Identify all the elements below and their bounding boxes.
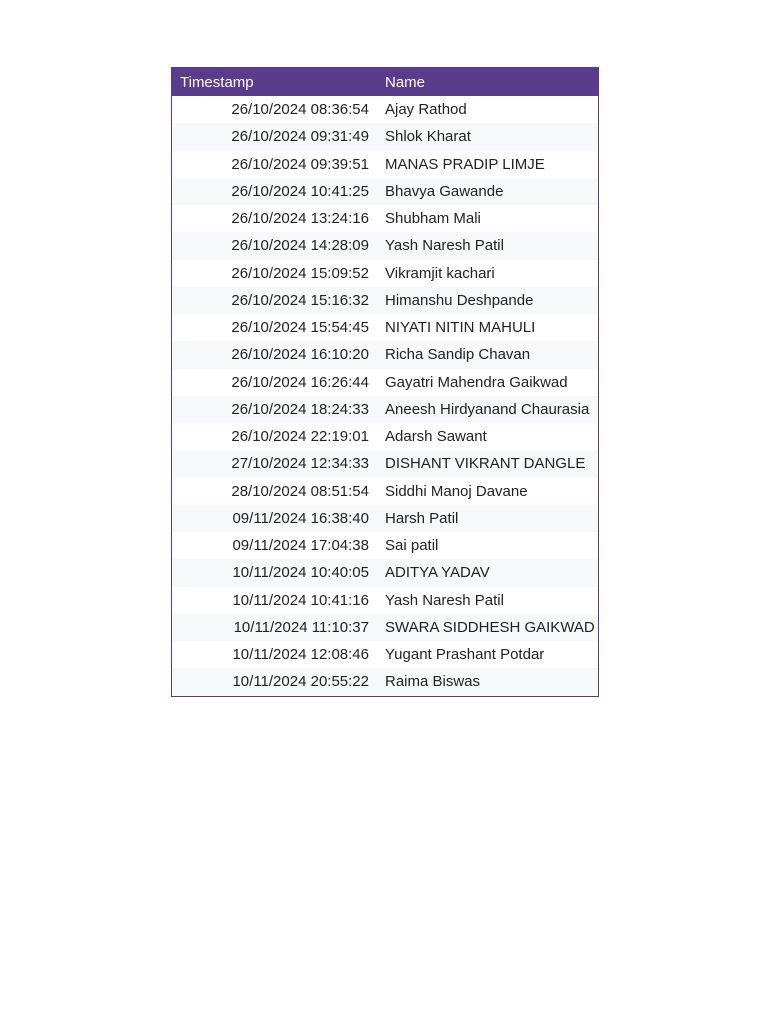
- table-row: [172, 314, 598, 341]
- timestamp-cell: 27/10/2024 12:34:33: [172, 450, 377, 477]
- timestamp-cell: 26/10/2024 10:41:25: [172, 178, 377, 205]
- table-row: [172, 341, 598, 368]
- name-cell: Harsh Patil: [377, 505, 598, 532]
- responses-table: [172, 68, 598, 696]
- table-row: [172, 123, 598, 150]
- timestamp-cell: 28/10/2024 08:51:54: [172, 478, 377, 505]
- name-cell: Raima Biswas: [377, 668, 598, 695]
- name-cell: Siddhi Manoj Davane: [377, 478, 598, 505]
- timestamp-cell: 10/11/2024 20:55:22: [172, 668, 377, 695]
- table-row: [172, 423, 598, 450]
- name-cell: Richa Sandip Chavan: [377, 341, 598, 368]
- table-row: [172, 151, 598, 178]
- timestamp-cell: 26/10/2024 15:54:45: [172, 314, 377, 341]
- name-cell: Shubham Mali: [377, 205, 598, 232]
- table-header: [172, 68, 598, 96]
- name-cell: Adarsh Sawant: [377, 423, 598, 450]
- name-cell: Yugant Prashant Potdar: [377, 641, 598, 668]
- name-cell: ADITYA YADAV: [377, 559, 598, 586]
- column-header-name: Name: [377, 68, 598, 96]
- column-header-timestamp: Timestamp: [172, 68, 377, 96]
- table-body: [172, 96, 598, 696]
- timestamp-cell: 26/10/2024 15:16:32: [172, 287, 377, 314]
- header-row: [172, 68, 598, 96]
- name-cell: NIYATI NITIN MAHULI: [377, 314, 598, 341]
- name-cell: Ajay Rathod: [377, 96, 598, 123]
- table-row: [172, 450, 598, 477]
- table-row: [172, 96, 598, 123]
- table-row: [172, 668, 598, 695]
- timestamp-cell: 10/11/2024 11:10:37: [172, 614, 377, 641]
- name-cell: Aneesh Hirdyanand Chaurasia: [377, 396, 598, 423]
- name-cell: Shlok Kharat: [377, 123, 598, 150]
- table-row: [172, 287, 598, 314]
- table-row: [172, 396, 598, 423]
- name-cell: MANAS PRADIP LIMJE: [377, 151, 598, 178]
- name-cell: Yash Naresh Patil: [377, 232, 598, 259]
- timestamp-cell: 26/10/2024 16:26:44: [172, 369, 377, 396]
- timestamp-cell: 26/10/2024 15:09:52: [172, 260, 377, 287]
- name-cell: DISHANT VIKRANT DANGLE: [377, 450, 598, 477]
- table-row: [172, 232, 598, 259]
- table-row: [172, 505, 598, 532]
- timestamp-cell: 26/10/2024 14:28:09: [172, 232, 377, 259]
- timestamp-cell: 10/11/2024 12:08:46: [172, 641, 377, 668]
- table-row: [172, 614, 598, 641]
- timestamp-cell: 09/11/2024 17:04:38: [172, 532, 377, 559]
- responses-table-container: [171, 67, 599, 697]
- timestamp-cell: 26/10/2024 09:39:51: [172, 151, 377, 178]
- table-row: [172, 559, 598, 586]
- table-row: [172, 532, 598, 559]
- table-row: [172, 478, 598, 505]
- table-row: [172, 369, 598, 396]
- timestamp-cell: 26/10/2024 13:24:16: [172, 205, 377, 232]
- table-row: [172, 260, 598, 287]
- name-cell: Yash Naresh Patil: [377, 587, 598, 614]
- timestamp-cell: 26/10/2024 18:24:33: [172, 396, 377, 423]
- name-cell: Vikramjit kachari: [377, 260, 598, 287]
- timestamp-cell: 09/11/2024 16:38:40: [172, 505, 377, 532]
- timestamp-cell: 10/11/2024 10:41:16: [172, 587, 377, 614]
- name-cell: Himanshu Deshpande: [377, 287, 598, 314]
- timestamp-cell: 26/10/2024 09:31:49: [172, 123, 377, 150]
- name-cell: SWARA SIDDHESH GAIKWAD: [377, 614, 598, 641]
- timestamp-cell: 26/10/2024 16:10:20: [172, 341, 377, 368]
- table-row: [172, 205, 598, 232]
- name-cell: Gayatri Mahendra Gaikwad: [377, 369, 598, 396]
- table-row: [172, 641, 598, 668]
- timestamp-cell: 26/10/2024 08:36:54: [172, 96, 377, 123]
- table-row: [172, 587, 598, 614]
- name-cell: Sai patil: [377, 532, 598, 559]
- table-row: [172, 178, 598, 205]
- name-cell: Bhavya Gawande: [377, 178, 598, 205]
- timestamp-cell: 26/10/2024 22:19:01: [172, 423, 377, 450]
- timestamp-cell: 10/11/2024 10:40:05: [172, 559, 377, 586]
